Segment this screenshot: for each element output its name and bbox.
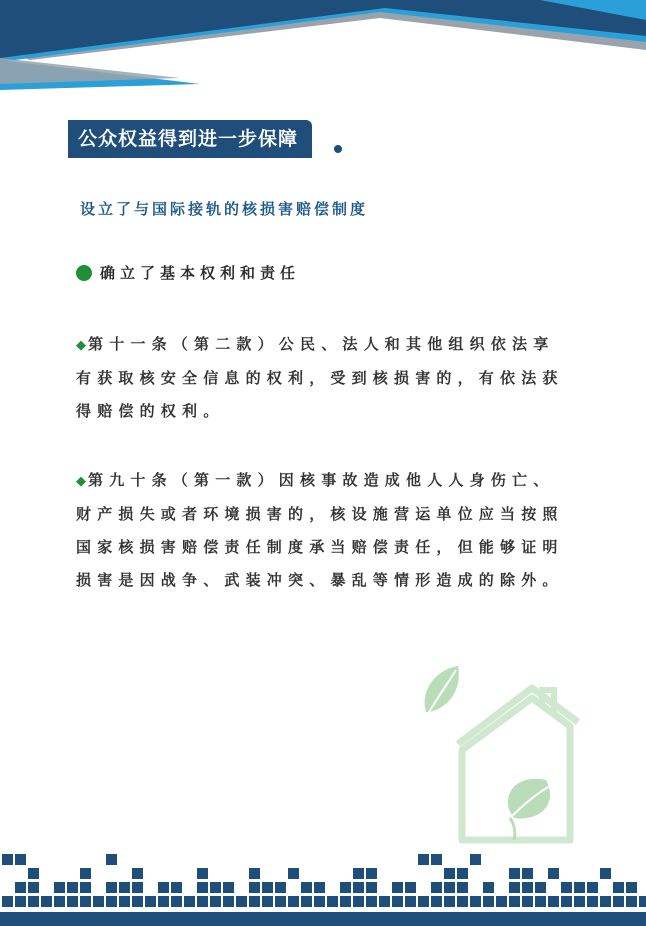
pixel-block: [431, 896, 442, 907]
pixel-block: [379, 896, 390, 907]
pixel-block: [119, 896, 130, 907]
pixel-block: [15, 854, 26, 865]
pixel-block: [2, 854, 13, 865]
pixel-block: [340, 896, 351, 907]
pixel-block: [80, 868, 91, 879]
pixel-block: [626, 882, 637, 893]
pixel-block: [275, 882, 286, 893]
top-banner: [0, 0, 646, 90]
pixel-block: [535, 882, 546, 893]
pixel-block: [405, 896, 416, 907]
pixel-block: [223, 896, 234, 907]
pixel-block: [15, 896, 26, 907]
pixel-block: [613, 896, 624, 907]
pixel-block: [509, 868, 520, 879]
pixel-block: [457, 896, 468, 907]
article-11-text: 第十一条（第二款）公民、法人和其他组织依法享有获取核安全信息的权利，受到核损害的，有依法获得赔偿的权利。: [76, 335, 564, 420]
pixel-block: [262, 882, 273, 893]
pixel-block-footer: [0, 846, 646, 926]
pixel-block: [80, 882, 91, 893]
pixel-block: [574, 896, 585, 907]
pixel-block: [28, 882, 39, 893]
key-point: [76, 262, 300, 283]
pixel-block: [301, 882, 312, 893]
pixel-block: [275, 896, 286, 907]
pixel-block: [106, 882, 117, 893]
pixel-block: [197, 868, 208, 879]
article-90-paragraph: [76, 464, 564, 597]
pixel-block: [353, 882, 364, 893]
pixel-block: [431, 854, 442, 865]
pixel-block: [15, 882, 26, 893]
pixel-block: [197, 882, 208, 893]
pixel-block: [431, 882, 442, 893]
pixel-block: [67, 882, 78, 893]
pixel-block: [522, 868, 533, 879]
pixel-block: [574, 882, 585, 893]
pixel-block: [158, 896, 169, 907]
green-circle-bullet-icon: [76, 265, 92, 281]
pixel-block: [509, 896, 520, 907]
article-90-text: 第九十条（第一款）因核事故造成他人人身伤亡、财产损失或者环境损害的，核设施营运单位应当按照国家核损害赔偿责任制度承当赔偿责任，但能够证明损害是因战争、武装冲突、暴乱等情形造成的除外。: [76, 471, 564, 589]
pixel-block: [587, 882, 598, 893]
pixel-block: [548, 868, 559, 879]
pixel-block: [2, 896, 13, 907]
pixel-block: [457, 868, 468, 879]
pixel-block: [184, 896, 195, 907]
pixel-block: [28, 896, 39, 907]
pixel-block: [223, 882, 234, 893]
pixel-block: [639, 896, 646, 907]
pixel-block: [353, 896, 364, 907]
pixel-block: [288, 868, 299, 879]
pixel-block: [353, 868, 364, 879]
title-dot-icon: [334, 145, 342, 153]
pixel-block: [288, 896, 299, 907]
pixel-block: [340, 882, 351, 893]
pixel-block: [54, 896, 65, 907]
pixel-block: [171, 882, 182, 893]
pixel-block: [93, 896, 104, 907]
pixel-block: [444, 882, 455, 893]
pixel-block: [405, 882, 416, 893]
pixel-block: [106, 896, 117, 907]
pixel-block: [132, 882, 143, 893]
pixel-block: [301, 896, 312, 907]
pixel-block: [249, 896, 260, 907]
pixel-block: [314, 882, 325, 893]
pixel-block: [444, 868, 455, 879]
pixel-block: [535, 896, 546, 907]
pixel-block: [132, 896, 143, 907]
key-point-text: 确立了基本权利和责任: [100, 264, 301, 282]
pixel-block: [54, 882, 65, 893]
pixel-block: [106, 854, 117, 865]
pixel-block: [470, 896, 481, 907]
pixel-block: [587, 896, 598, 907]
pixel-block: [418, 896, 429, 907]
pixel-block: [145, 896, 156, 907]
pixel-block: [210, 882, 221, 893]
pixel-block: [41, 896, 52, 907]
pixel-block: [392, 882, 403, 893]
pixel-block: [626, 896, 637, 907]
pixel-block: [171, 896, 182, 907]
pixel-block: [522, 896, 533, 907]
pixel-block: [327, 896, 338, 907]
pixel-block: [444, 896, 455, 907]
pixel-block: [132, 868, 143, 879]
pixel-block: [262, 896, 273, 907]
pixel-block: [457, 882, 468, 893]
pixel-block: [470, 854, 481, 865]
pixel-block: [210, 896, 221, 907]
pixel-block: [236, 896, 247, 907]
section-subtitle: 设立了与国际接轨的核损害赔偿制度: [80, 200, 369, 218]
pixel-block: [119, 882, 130, 893]
diamond-bullet-icon: ◆: [76, 474, 86, 489]
pixel-block: [366, 868, 377, 879]
pixel-block: [548, 896, 559, 907]
article-11-paragraph: [76, 328, 564, 428]
pixel-block: [561, 896, 572, 907]
pixel-block: [249, 868, 260, 879]
pixel-block: [392, 896, 403, 907]
pixel-block: [366, 896, 377, 907]
pixel-block: [496, 896, 507, 907]
pixel-block: [600, 868, 611, 879]
pixel-block: [600, 896, 611, 907]
pixel-block: [561, 882, 572, 893]
page-title: 公众权益得到进一步保障: [68, 120, 312, 158]
pixel-block: [509, 882, 520, 893]
pixel-block: [522, 882, 533, 893]
pixel-block: [249, 882, 260, 893]
pixel-block: [314, 896, 325, 907]
pixel-block: [28, 868, 39, 879]
pixel-block: [483, 882, 494, 893]
pixel-block: [158, 882, 169, 893]
pixel-block: [418, 854, 429, 865]
pixel-block: [197, 896, 208, 907]
pixel-block: [80, 896, 91, 907]
pixel-block: [67, 896, 78, 907]
house-with-leaves-icon: [418, 662, 588, 846]
pixel-block: [366, 882, 377, 893]
pixel-block: [613, 882, 624, 893]
diamond-bullet-icon: ◆: [76, 338, 86, 353]
pixel-block: [483, 896, 494, 907]
